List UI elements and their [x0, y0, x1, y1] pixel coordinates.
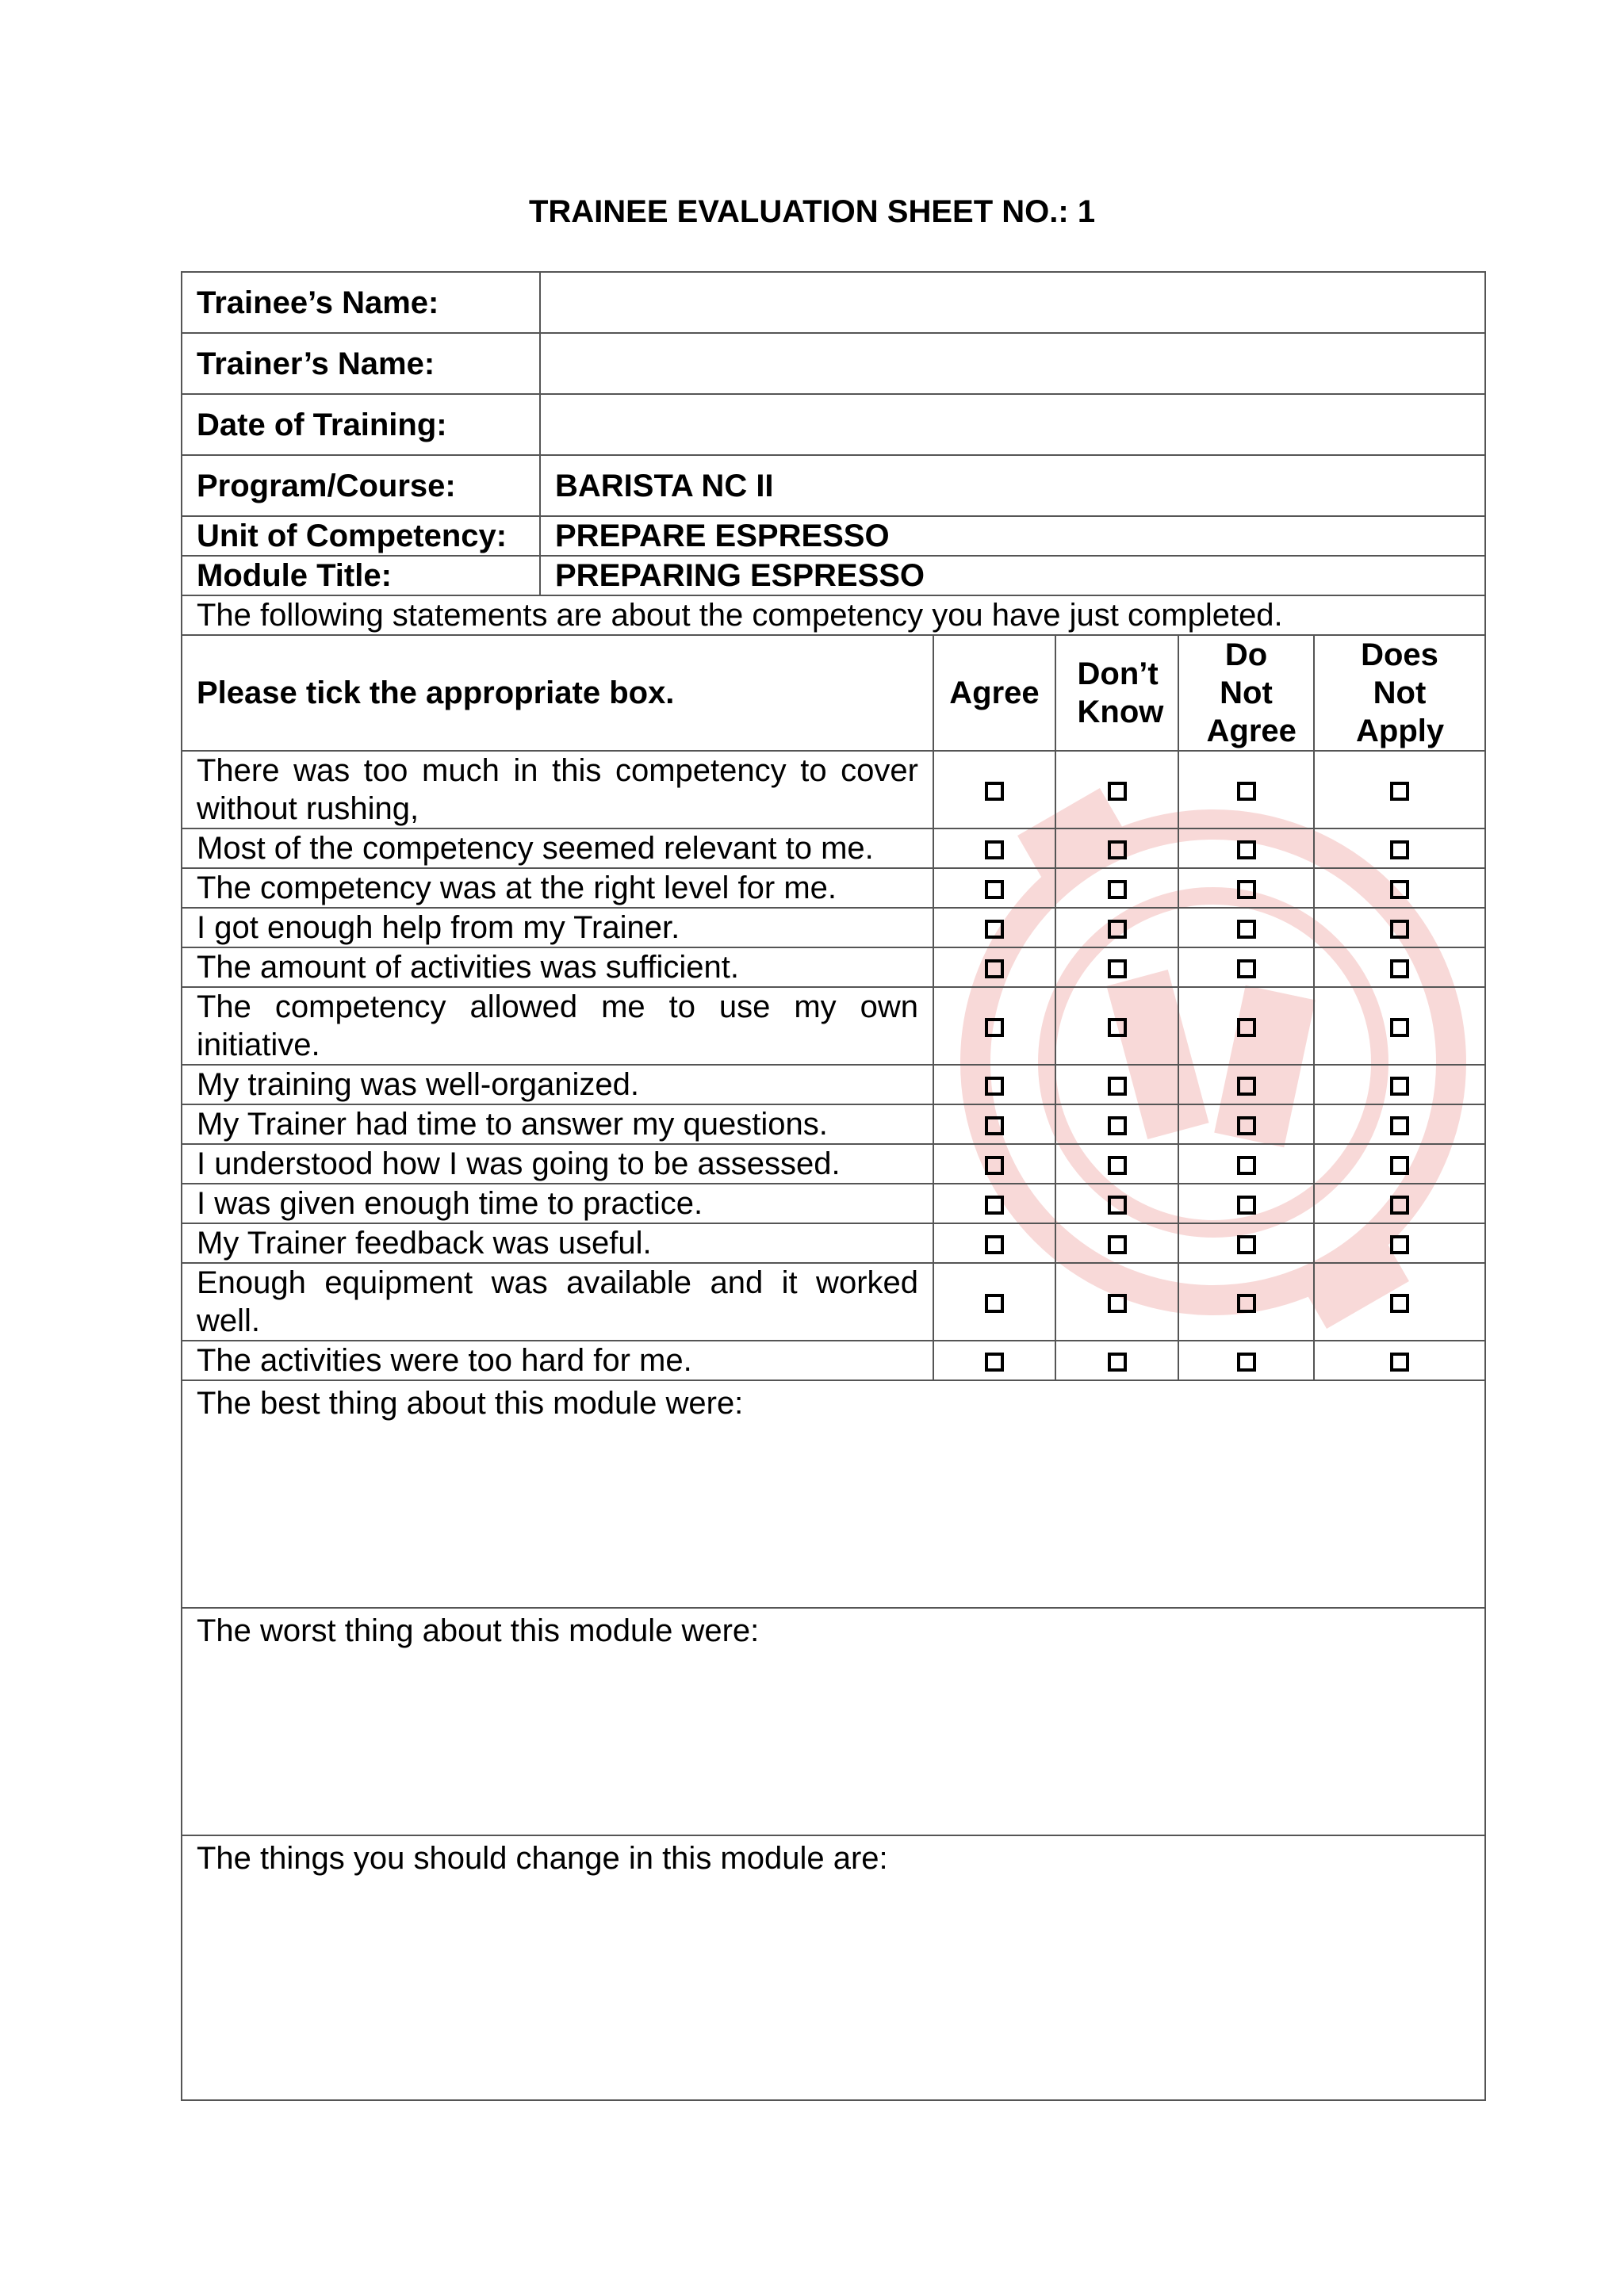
checkbox-cell-dont-know: [1055, 751, 1178, 828]
worst-thing-field[interactable]: [182, 1608, 1485, 1835]
checkbox-cell-do-not-agree: [1178, 908, 1314, 947]
instruction-text: Please tick the appropriate box.: [182, 635, 933, 751]
statement-row: [182, 947, 1485, 987]
checkbox-dont-know[interactable]: [1108, 1353, 1127, 1372]
checkbox-cell-dont-know: [1055, 1065, 1178, 1104]
checkbox-cell-dont-know: [1055, 1341, 1178, 1380]
checkbox-cell-does-not-apply: [1314, 1341, 1485, 1380]
checkbox-cell-agree: [933, 1144, 1055, 1184]
checkbox-cell-dont-know: [1055, 1223, 1178, 1263]
checkbox-cell-does-not-apply: [1314, 908, 1485, 947]
checkbox-do-not-agree[interactable]: [1237, 1294, 1256, 1313]
checkbox-cell-agree: [933, 751, 1055, 828]
statement-row: [182, 1341, 1485, 1380]
checkbox-dont-know[interactable]: [1108, 1077, 1127, 1096]
checkbox-agree[interactable]: [985, 1018, 1004, 1037]
checkbox-cell-dont-know: [1055, 1184, 1178, 1223]
column-header-does-not-apply: Does Not Apply: [1314, 635, 1485, 751]
checkbox-cell-dont-know: [1055, 868, 1178, 908]
checkbox-cell-do-not-agree: [1178, 1104, 1314, 1144]
checkbox-agree[interactable]: [985, 782, 1004, 801]
checkbox-does-not-apply[interactable]: [1390, 1353, 1409, 1372]
column-header-dont-know: Don’t Know: [1055, 635, 1178, 751]
checkbox-cell-do-not-agree: [1178, 1065, 1314, 1104]
trainee-name-field[interactable]: [540, 272, 1485, 333]
statement-text: Most of the competency seemed relevant to me.: [182, 828, 933, 868]
statement-text: I got enough help from my Trainer.: [182, 908, 933, 947]
checkbox-agree[interactable]: [985, 959, 1004, 978]
checkbox-do-not-agree[interactable]: [1237, 880, 1256, 899]
unit-value: PREPARE ESPRESSO: [540, 516, 1485, 556]
statement-row: [182, 1223, 1485, 1263]
checkbox-cell-dont-know: [1055, 947, 1178, 987]
checkbox-does-not-apply[interactable]: [1390, 920, 1409, 939]
checkbox-cell-dont-know: [1055, 828, 1178, 868]
checkbox-does-not-apply[interactable]: [1390, 1156, 1409, 1175]
trainer-name-label: Trainer’s Name:: [182, 333, 540, 394]
checkbox-cell-do-not-agree: [1178, 828, 1314, 868]
checkbox-cell-agree: [933, 908, 1055, 947]
checkbox-dont-know[interactable]: [1108, 1156, 1127, 1175]
checkbox-cell-does-not-apply: [1314, 1223, 1485, 1263]
checkbox-cell-does-not-apply: [1314, 1184, 1485, 1223]
checkbox-dont-know[interactable]: [1108, 1294, 1127, 1313]
module-label: Module Title:: [182, 556, 540, 595]
unit-row: [182, 516, 1485, 556]
checkbox-do-not-agree[interactable]: [1237, 959, 1256, 978]
statement-text: I understood how I was going to be assessed.: [182, 1144, 933, 1184]
module-row: [182, 556, 1485, 595]
checkbox-cell-dont-know: [1055, 987, 1178, 1065]
date-row: [182, 394, 1485, 455]
program-label: Program/Course:: [182, 455, 540, 516]
statement-text: My Trainer had time to answer my questions.: [182, 1104, 933, 1144]
checkbox-cell-does-not-apply: [1314, 868, 1485, 908]
checkbox-agree[interactable]: [985, 1196, 1004, 1215]
checkbox-does-not-apply[interactable]: [1390, 1235, 1409, 1254]
worst-thing-label: The worst thing about this module were:: [197, 1613, 760, 1648]
checkbox-cell-agree: [933, 987, 1055, 1065]
evaluation-table: [181, 271, 1486, 2101]
trainer-name-row: [182, 333, 1485, 394]
checkbox-do-not-agree[interactable]: [1237, 1116, 1256, 1135]
statement-rows: [182, 751, 1485, 1380]
module-value: PREPARING ESPRESSO: [540, 556, 1485, 595]
checkbox-cell-does-not-apply: [1314, 1104, 1485, 1144]
checkbox-does-not-apply[interactable]: [1390, 1196, 1409, 1215]
statement-row: [182, 1104, 1485, 1144]
statement-row: [182, 987, 1485, 1065]
checkbox-cell-does-not-apply: [1314, 1065, 1485, 1104]
checkbox-dont-know[interactable]: [1108, 959, 1127, 978]
checkbox-cell-does-not-apply: [1314, 1144, 1485, 1184]
checkbox-cell-agree: [933, 1223, 1055, 1263]
statement-text: The competency was at the right level for me.: [182, 868, 933, 908]
unit-label: Unit of Competency:: [182, 516, 540, 556]
trainee-name-row: [182, 272, 1485, 333]
checkbox-cell-dont-know: [1055, 1144, 1178, 1184]
checkbox-dont-know[interactable]: [1108, 1018, 1127, 1037]
statement-text: I was given enough time to practice.: [182, 1184, 933, 1223]
statement-row: [182, 828, 1485, 868]
checkbox-cell-do-not-agree: [1178, 868, 1314, 908]
checkbox-dont-know[interactable]: [1108, 1116, 1127, 1135]
checkbox-do-not-agree[interactable]: [1237, 1235, 1256, 1254]
statement-text: My training was well-organized.: [182, 1065, 933, 1104]
worst-thing-row: [182, 1608, 1485, 1835]
checkbox-does-not-apply[interactable]: [1390, 959, 1409, 978]
statement-text: There was too much in this competency to cover without rushing,: [182, 751, 933, 828]
checkbox-agree[interactable]: [985, 840, 1004, 859]
checkbox-cell-agree: [933, 868, 1055, 908]
statement-row: [182, 1144, 1485, 1184]
intro-text: The following statements are about the competency you have just completed.: [182, 595, 1485, 635]
checkbox-does-not-apply[interactable]: [1390, 1077, 1409, 1096]
statement-row: [182, 751, 1485, 828]
statement-row: [182, 868, 1485, 908]
checkbox-agree[interactable]: [985, 1235, 1004, 1254]
column-header-agree: Agree: [933, 635, 1055, 751]
checkbox-do-not-agree[interactable]: [1237, 1018, 1256, 1037]
checkbox-do-not-agree[interactable]: [1237, 1353, 1256, 1372]
checkbox-does-not-apply[interactable]: [1390, 1116, 1409, 1135]
program-row: [182, 455, 1485, 516]
checkbox-cell-does-not-apply: [1314, 987, 1485, 1065]
statement-text: My Trainer feedback was useful.: [182, 1223, 933, 1263]
checkbox-do-not-agree[interactable]: [1237, 1077, 1256, 1096]
checkbox-cell-agree: [933, 1184, 1055, 1223]
statement-row: [182, 1263, 1485, 1341]
checkbox-dont-know[interactable]: [1108, 840, 1127, 859]
checkbox-cell-agree: [933, 828, 1055, 868]
checkbox-cell-does-not-apply: [1314, 828, 1485, 868]
checkbox-cell-does-not-apply: [1314, 947, 1485, 987]
checkbox-cell-do-not-agree: [1178, 1223, 1314, 1263]
header-row: [182, 635, 1485, 751]
program-value: BARISTA NC II: [540, 455, 1485, 516]
checkbox-do-not-agree[interactable]: [1237, 1196, 1256, 1215]
change-field[interactable]: [182, 1835, 1485, 2100]
checkbox-cell-do-not-agree: [1178, 947, 1314, 987]
checkbox-cell-does-not-apply: [1314, 751, 1485, 828]
checkbox-agree[interactable]: [985, 1116, 1004, 1135]
checkbox-does-not-apply[interactable]: [1390, 840, 1409, 859]
checkbox-agree[interactable]: [985, 880, 1004, 899]
date-field[interactable]: [540, 394, 1485, 455]
statement-row: [182, 1065, 1485, 1104]
checkbox-cell-do-not-agree: [1178, 987, 1314, 1065]
checkbox-cell-dont-know: [1055, 908, 1178, 947]
statement-text: The activities were too hard for me.: [182, 1341, 933, 1380]
checkbox-does-not-apply[interactable]: [1390, 1294, 1409, 1313]
statement-row: [182, 1184, 1485, 1223]
checkbox-do-not-agree[interactable]: [1237, 920, 1256, 939]
checkbox-cell-do-not-agree: [1178, 1341, 1314, 1380]
change-row: [182, 1835, 1485, 2100]
checkbox-cell-agree: [933, 1263, 1055, 1341]
checkbox-dont-know[interactable]: [1108, 1235, 1127, 1254]
best-thing-field[interactable]: [182, 1380, 1485, 1608]
checkbox-cell-agree: [933, 1065, 1055, 1104]
checkbox-dont-know[interactable]: [1108, 880, 1127, 899]
statement-text: The competency allowed me to use my own initiative.: [182, 987, 933, 1065]
checkbox-agree[interactable]: [985, 920, 1004, 939]
checkbox-dont-know[interactable]: [1108, 920, 1127, 939]
page-title: TRAINEE EVALUATION SHEET NO.: 1: [528, 194, 1096, 229]
checkbox-cell-do-not-agree: [1178, 1184, 1314, 1223]
checkbox-do-not-agree[interactable]: [1237, 1156, 1256, 1175]
checkbox-do-not-agree[interactable]: [1237, 840, 1256, 859]
checkbox-does-not-apply[interactable]: [1390, 1018, 1409, 1037]
intro-row: [182, 595, 1485, 635]
checkbox-cell-do-not-agree: [1178, 751, 1314, 828]
best-thing-label: The best thing about this module were:: [197, 1386, 744, 1421]
checkbox-agree[interactable]: [985, 1156, 1004, 1175]
date-label: Date of Training:: [182, 394, 540, 455]
checkbox-does-not-apply[interactable]: [1390, 782, 1409, 801]
checkbox-agree[interactable]: [985, 1294, 1004, 1313]
checkbox-cell-agree: [933, 1341, 1055, 1380]
checkbox-cell-dont-know: [1055, 1263, 1178, 1341]
checkbox-agree[interactable]: [985, 1353, 1004, 1372]
statement-text: The amount of activities was sufficient.: [182, 947, 933, 987]
checkbox-cell-agree: [933, 1104, 1055, 1144]
checkbox-do-not-agree[interactable]: [1237, 782, 1256, 801]
checkbox-agree[interactable]: [985, 1077, 1004, 1096]
checkbox-cell-do-not-agree: [1178, 1144, 1314, 1184]
checkbox-cell-do-not-agree: [1178, 1263, 1314, 1341]
checkbox-cell-agree: [933, 947, 1055, 987]
change-label: The things you should change in this module are:: [197, 1841, 888, 1876]
best-thing-row: [182, 1380, 1485, 1608]
checkbox-does-not-apply[interactable]: [1390, 880, 1409, 899]
trainee-name-label: Trainee’s Name:: [182, 272, 540, 333]
statement-row: [182, 908, 1485, 947]
checkbox-dont-know[interactable]: [1108, 1196, 1127, 1215]
checkbox-cell-dont-know: [1055, 1104, 1178, 1144]
trainer-name-field[interactable]: [540, 333, 1485, 394]
statement-text: Enough equipment was available and it worked well.: [182, 1263, 933, 1341]
checkbox-cell-does-not-apply: [1314, 1263, 1485, 1341]
column-header-do-not-agree: Do Not Agree: [1178, 635, 1314, 751]
checkbox-dont-know[interactable]: [1108, 782, 1127, 801]
